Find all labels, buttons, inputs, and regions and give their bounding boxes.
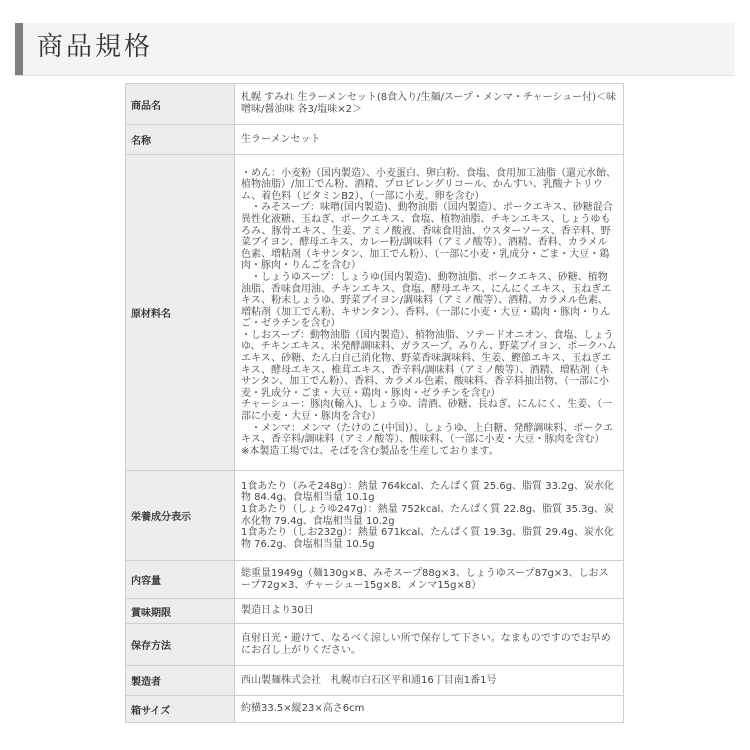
spec-row-ingredients (126, 155, 624, 471)
spec-row-product-name (126, 84, 624, 125)
spec-value: 1食あたり（みそ248g）：熱量 764kcal、たんぱく質 25.6g、脂質 33.2g、炭水化物 84.4g、食塩相当量 10.1g 1食あたり（しょうゆ247g）：熱量 752kcal、たんぱく質 22.8g、脂質 35.3g、炭水化物 79.4g、食塩相当量 10.2g 1食あたり（しお232g）：熱量 671kcal、たんぱく質 19.3g、脂質 29.4g、炭水化物 76.2g、食塩相当量 10.5g (235, 471, 624, 561)
spec-value: 直射日光・避けて、なるべく涼しい所で保存して下さい。なまものですのでお早めにお召し上がりください。 (235, 624, 624, 666)
spec-row-manufacturer (126, 666, 624, 696)
section-header (15, 23, 735, 76)
spec-label: 賞味期限 (126, 599, 235, 624)
spec-value: 約横33.5×縦23×高さ6cm (235, 696, 624, 723)
spec-row-contents (126, 561, 624, 599)
spec-row-best-before (126, 599, 624, 624)
spec-label: 製造者 (126, 666, 235, 696)
spec-value: 札幌 すみれ 生ラーメンセット(8食入り/生麺/スープ・メンマ・チャーシュー付)＜味噌味/醤油味 各3/塩味×2＞ (235, 84, 624, 125)
spec-label: 内容量 (126, 561, 235, 599)
header-accent-bar (15, 23, 23, 75)
spec-value: 生ラーメンセット (235, 125, 624, 155)
spec-label: 原材料名 (126, 155, 235, 471)
spec-row-nutrition (126, 471, 624, 561)
spec-label: 名称 (126, 125, 235, 155)
spec-table (125, 83, 624, 723)
spec-value: 西山製麺株式会社 札幌市白石区平和通16丁目南1番1号 (235, 666, 624, 696)
spec-value: 総重量1949g（麺130g×8、みそスープ88g×3、しょうゆスープ87g×3、しおスープ72g×3、チャーシュー15g×8、メンマ15g×8） (235, 561, 624, 599)
section-title: 商品規格 (37, 32, 154, 62)
spec-label: 箱サイズ (126, 696, 235, 723)
spec-row-box-size (126, 696, 624, 723)
spec-label: 栄養成分表示 (126, 471, 235, 561)
spec-value: ・めん：小麦粉（国内製造）、小麦蛋白、卵白粉、食塩、食用加工油脂（還元水飴、植物油脂）/加工でん粉、酒精、プロピレングリコール、かんすい、乳酸ナトリウム、着色料（ビタミンB2）、（一部に小麦、卵を含む） ・みそスープ：味噌(国内製造)、動物油脂（国内製造）、ポークエキス、砂糖混合異性化液糖、玉ねぎ、ポークエキス、食塩、植物油脂、チキンエキス、しょうゆもろみ、豚骨エキス、生姜、アミノ酸液、香味食用油、ウスターソース、香辛料、野菜ブイヨン、酵母エキス、カレー粉/調味料（アミノ酸等）、酒精、香料、カラメル色素、増粘剤（キサンタン、加工でん粉）、（一部に小麦・乳成分・ごま・大豆・鶏肉・豚肉・りんごを含む） ・しょうゆスープ：しょうゆ(国内製造)、動物油脂、ポークエキス、砂糖、植物油脂、香味食用油、チキンエキス、食塩、酵母エキス、にんにくエキス、玉ねぎエキス、粉末しょうゆ、野菜ブイヨン/調味料（アミノ酸等）、酒精、カラメル色素、増粘剤（加工でん粉、キサンタン）、香料、（一部に小麦・大豆・鶏肉・豚肉・りんご・ゼラチンを含む） ・しおスープ：動物油脂（国内製造）、植物油脂、ソテードオニオン、食塩、しょうゆ、チキンエキス、米発酵調味料、ガラスープ、みりん、野菜ブイヨン、ポークハムエキス、砂糖、たん白自己消化物、野菜香味調味料、生姜、鰹節エキス、玉ねぎエキス、酵母エキス、椎茸エキス、香辛料/調味料（アミノ酸等）、酒精、増粘剤（キサンタン、加工でん粉）、香料、カラメル色素、酸味料、香辛料抽出物、（一部に小麦・乳成分・ごま・大豆・鶏肉・豚肉・ゼラチンを含む） チャーシュー：豚肉(輸入)、しょうゆ、清酒、砂糖、長ねぎ、にんにく、生姜、（一部に小麦・大豆・豚肉を含む） ・メンマ：メンマ（たけのこ(中国)）、しょうゆ、上白糖、発酵調味料、ポークエキス、香辛料/調味料（アミノ酸等）、酸味料、（一部に小麦・大豆・豚肉を含む） ※本製造工場では、そばを含む製品を生産しております。 (235, 155, 624, 471)
spec-label: 商品名 (126, 84, 235, 125)
spec-row-storage (126, 624, 624, 666)
spec-label: 保存方法 (126, 624, 235, 666)
spec-row-name (126, 125, 624, 155)
spec-value: 製造日より30日 (235, 599, 624, 624)
